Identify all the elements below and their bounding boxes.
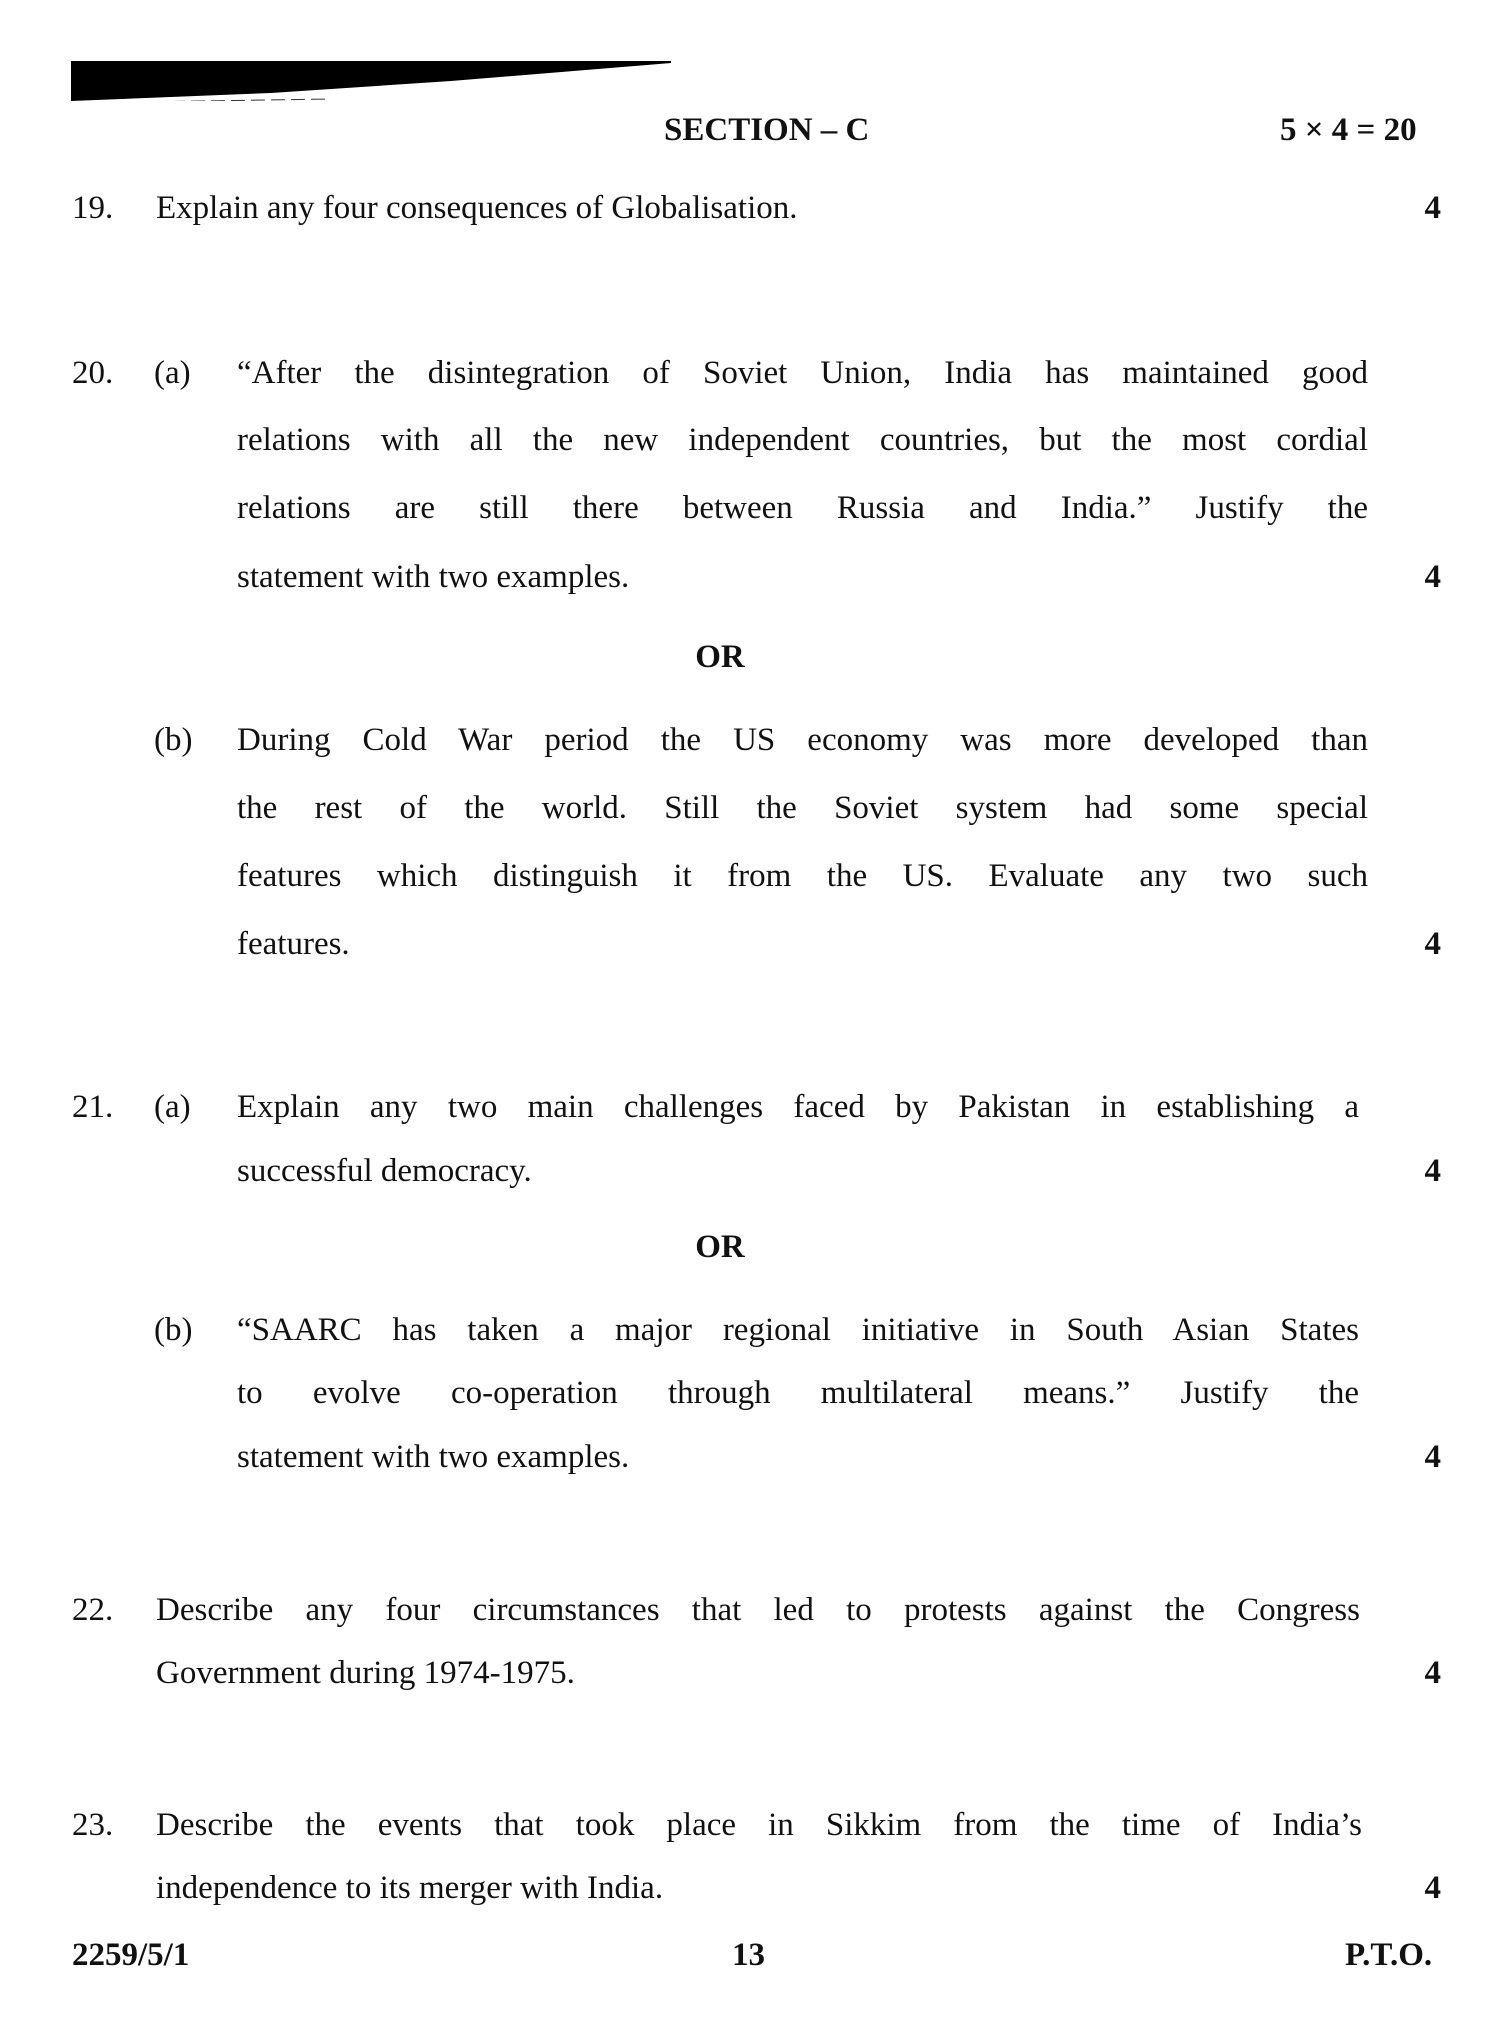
question-text: the rest of the world. Still the Soviet system had some special	[237, 790, 1368, 826]
question-marks: 4	[1424, 926, 1441, 962]
question-text: Explain any four consequences of Globalisation.	[156, 190, 798, 226]
question-text: “SAARC has taken a major regional initiative in South Asian States	[237, 1312, 1359, 1348]
question-text: relations with all the new independent countries, but the most cordial	[237, 422, 1368, 458]
question-text: Describe the events that took place in Sikkim from the time of India’s	[156, 1807, 1362, 1843]
question-marks: 4	[1424, 559, 1441, 595]
page-number: 13	[732, 1937, 765, 1973]
question-text: Explain any two main challenges faced by Pakistan in establishing a	[237, 1089, 1359, 1125]
question-text: features which distinguish it from the US. Evaluate any two such	[237, 858, 1368, 894]
question-number: 22.	[72, 1592, 114, 1628]
question-text: relations are still there between Russia and India.” Justify the	[237, 490, 1368, 526]
marks-scheme: 5 × 4 = 20	[1280, 112, 1417, 148]
redaction-bar	[71, 61, 671, 101]
question-text: features.	[237, 926, 350, 962]
question-text: “After the disintegration of Soviet Union, India has maintained good	[237, 355, 1368, 391]
question-marks: 4	[1424, 1870, 1441, 1906]
question-text: successful democracy.	[237, 1153, 532, 1189]
part-label: (b)	[154, 722, 193, 758]
question-marks: 4	[1424, 190, 1441, 226]
question-number: 19.	[72, 190, 114, 226]
section-title: SECTION – C	[664, 112, 870, 148]
part-label: (b)	[154, 1312, 193, 1348]
question-marks: 4	[1424, 1439, 1441, 1475]
question-text: Describe any four circumstances that led to protests against the Congress	[156, 1592, 1360, 1628]
or-separator: OR	[695, 639, 745, 675]
question-number: 20.	[72, 355, 114, 391]
pto-label: P.T.O.	[1345, 1937, 1433, 1973]
or-separator: OR	[695, 1229, 745, 1265]
question-text: statement with two examples.	[237, 559, 630, 595]
part-label: (a)	[154, 1089, 191, 1125]
question-text: Government during 1974-1975.	[156, 1655, 575, 1691]
part-label: (a)	[154, 355, 191, 391]
question-text: to evolve co-operation through multilateral means.” Justify the	[237, 1375, 1359, 1411]
question-number: 21.	[72, 1089, 114, 1125]
question-number: 23.	[72, 1807, 114, 1843]
question-text: During Cold War period the US economy was more developed than	[237, 722, 1368, 758]
question-text: independence to its merger with India.	[156, 1870, 664, 1906]
paper-code: 2259/5/1	[72, 1937, 190, 1973]
question-marks: 4	[1424, 1655, 1441, 1691]
question-text: statement with two examples.	[237, 1439, 630, 1475]
question-marks: 4	[1424, 1153, 1441, 1189]
